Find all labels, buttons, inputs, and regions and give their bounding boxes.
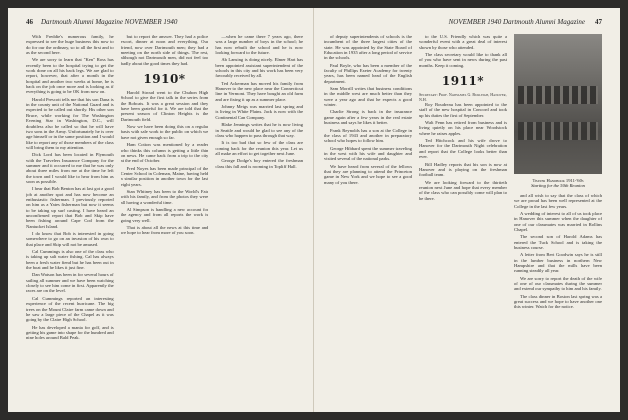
paragraph: Ham Cotton was mentioned by a reader who thinks this column is getting a little thin on news. He came back from a trip to the city at the end of October. xyxy=(120,142,209,164)
paragraph: Al Simpson is handling a new account for the agency and from all reports the work is going very well. xyxy=(120,206,209,223)
page-number: 47 xyxy=(595,18,602,26)
paragraph: With Freddie's numerous family, he expressed to see the huge business this now to do for our the ordinary, so to all the first and to as the second here. xyxy=(26,34,114,56)
caption-line-2: Starting for the 50th Reunion xyxy=(531,183,585,189)
class-year: 1911* xyxy=(441,74,485,89)
paragraph: George Hibbard spent the summer traveling in the west with his wife and daughter and visited several of the national parks. xyxy=(324,145,412,162)
class-secretary: Secretary: Prof. Nathaniel G. Burleigh, Hanover, N.H. xyxy=(419,92,507,103)
paragraph: A letter from Bert Goodwin says he is still in the lumber business in northern New Hampshire and that the mills have been running steadily all year. xyxy=(514,252,602,274)
paragraph: Sam Morrill writes that business conditions in the middle west are much better than they were a year ago and that he expects a good winter. xyxy=(324,86,412,108)
class-year: 1910* xyxy=(143,72,186,87)
left-page xyxy=(8,8,314,412)
paragraph: We have heard from several of the fellows that they are planning to attend the Princeton game in New York and we hope to see a good many of you there. xyxy=(324,163,412,185)
paragraph: Blake Jennings writes that he is now living in Seattle and would be glad to see any of the class who happen to pass through that way. xyxy=(215,122,304,138)
paragraph: Paul Boyle, who has been a member of the faculty of Phillips Exeter Academy for twenty years, has been named head of the English department. xyxy=(324,62,412,84)
paragraph: A wedding of interest to all of us took place in Hanover this summer when the daughter of one of our classmates was married in Rollins Chapel. xyxy=(514,210,602,232)
paragraph: Cal Cummings reported an interesting experience of the recent hurricane. The big trees on the Mount Claire farm came down and he saw a large piece of the Chapel as it was going by the Claire High School. xyxy=(26,295,114,323)
right-column-2 xyxy=(419,34,507,412)
paragraph: Roy Boudreau has been appointed to the staff of the new hospital in Concord and took up his duties the first of September. xyxy=(419,102,507,118)
paragraph: of deputy superintendents of schools is the incumbent of the three largest cities of the state. He was appointed by the State Board of Education in 1935 after a long period of service in the schools. xyxy=(324,34,412,61)
paragraph: —when he came there 7 years ago, there was a large number of boys in the school; he has now rebuilt the school and he is now looking forward to the future. xyxy=(215,34,304,56)
right-column-1 xyxy=(324,34,412,412)
photo-caption xyxy=(514,178,602,189)
paragraph: to the U.S. Friendly which was quite a wonderful event with a great deal of interest shown by those who attended. xyxy=(419,34,507,50)
left-page-columns xyxy=(26,34,303,412)
running-head: Dartmouth Alumni Magazine NOVEMBER 1940 xyxy=(41,18,178,26)
right-column-3 xyxy=(514,34,602,412)
paragraph: We are looking forward to the thirtieth reunion next June and hope that every member of the class who can possibly come will plan to be there. xyxy=(419,179,507,201)
running-head: NOVEMBER 1940 Dartmouth Alumni Magazine xyxy=(448,18,585,26)
paragraph: George Dodge's boy entered the freshman class this fall and is rooming in Topliff Hall. xyxy=(215,158,304,169)
magazine-spread xyxy=(8,8,620,412)
paragraph: I hear that Bob Benton has at last got a good job at another spot and has now become an enthusiastic fisherman. I previously reported on him as a Yates fisherman but now it seems to be taking up surf casting. I have heard an unconfirmed report that Bob and Skip have been fishing around Cape Cod from the Nantucket Island. xyxy=(26,186,114,229)
paragraph: Walt Fenn has retired from business and is living quietly on his place near Woodstock where he raises apples. xyxy=(419,120,507,136)
paragraph: Frank Reynolds has a son at the College in the class of 1943 and another in preparatory school who hopes to follow him. xyxy=(324,127,412,144)
paragraph: The class secretary would like to thank all of you who have sent in news during the past months. Keep it coming. xyxy=(419,52,507,68)
right-page xyxy=(314,8,620,412)
reunion-photo xyxy=(514,34,602,174)
class-year-heading xyxy=(121,72,209,86)
paragraph: We are sorry to learn that "Ken" Ross has recently been to the hospital trying to get the work done on all his back legs. We are glad to report, however, that after a month in the hospital and another two weeks at home, he is back on the job once more and is looking as if everything is going to be OK from now on. xyxy=(26,57,114,95)
right-page-header xyxy=(324,18,602,28)
left-column-2 xyxy=(121,34,209,412)
paragraph: Dan Watson has been in for several hours of sailing all summer and we have been watching closely to see him come in first. Apparently the races are on the level. xyxy=(26,272,114,294)
left-page-header xyxy=(26,18,303,28)
paragraph: The class dinner in Boston last spring was a great success and we hope to have another one this winter. Watch for the notice. xyxy=(514,293,602,310)
paragraph: Cal Cummings is also one of the class who is taking up salt water fishing. Cal has always been a fresh water fiend but he has been out in the boat and he likes it just fine. xyxy=(26,249,114,271)
paragraph: Bill Hadley reports that his son is now at Hanover and is playing on the freshman football team. xyxy=(419,161,507,178)
photo-figures xyxy=(518,122,598,140)
paragraph: That is about all the news at this time and we hope to hear from more of you soon. xyxy=(120,224,209,236)
paragraph: and all wish to say that the class of which we are proud has been well represented at the College in the last few years. xyxy=(514,192,602,209)
paragraph: but to report the answer. They had a police escort, dinner at noon and everything. Our friend, now over Dartmouth men; they had a meeting on the north side of things. The rest, although not Dartmouth men, did not feel too badly about the good times they had. xyxy=(120,34,209,66)
caption-line-1: Thayer Handbook 1911-'60s xyxy=(532,178,584,183)
paragraph: It is too bad that so few of the class are coming back for the reunion this year. Let us all make an effort to get together next June. xyxy=(215,140,304,156)
paragraph: Harold Prescott tells me that his son Dana is in the county unit of the National Guard and is expected to be called out shortly. His other son Bruce, while working for The Washington Evening Star in Washington, D.C., will doubtless also be called so that he will have two sons in the Army. Unfortunately he is over age himself or in the same position and I would like to report any of those members of the class will bring them to my attention. xyxy=(26,96,114,150)
paragraph: Ted Ackerman has moved his family from Hanover to the new place near the Connecticut line in Vermont. They have bought an old farm and are fixing it up as a summer place. xyxy=(215,80,304,102)
paragraph: Now we have been doing this on a regular basis with sale work to the public on which we have not given enough so far. xyxy=(120,124,209,140)
paragraph: Johnny Meigs was married last spring and is living in White Plains. Jack is now with the Continental Can Company. xyxy=(215,104,304,120)
paragraph: We are sorry to report the death of the wife of one of our classmates during the summer and extend our sympathy to him and his family. xyxy=(514,275,602,292)
page-number: 46 xyxy=(26,18,33,26)
paragraph: Ted Hitchcock and his wife drove to Hanover for the Dartmouth Night celebration and report that the College looks better than ever. xyxy=(419,138,507,160)
class-year-heading xyxy=(419,74,507,88)
left-column-1 xyxy=(26,34,114,412)
photo-figures xyxy=(518,86,598,104)
right-page-columns xyxy=(324,34,602,412)
paragraph: I do know that Bob is interested in going somewhere to go on an invasion of his own to that place and Skip will not be amused. xyxy=(26,231,114,247)
paragraph: Fred Noyes has been made principal of the Center School in Coleman, Maine, having held a similar position in another town for the last eight years. xyxy=(120,165,209,187)
paragraph: Stan Whitney has been to the World's Fair with his family, and from the photos they were all having a wonderful time. xyxy=(120,188,209,205)
left-column-3 xyxy=(215,34,303,412)
paragraph: Harold Stroud went to the Chuhon High School to give the first talk in the series from the Bobcats. It was a great session and they have been grateful for it. We are told that the present season of Clinton Heights is the Dartmouth field. xyxy=(120,90,209,122)
paragraph: The second son of Harold Adams has entered the Tuck School and is taking the business course. xyxy=(514,234,602,250)
paragraph: He has developed a mania for golf, and is getting his game into shape for the hundred and nine holes around Bald Peak. xyxy=(26,324,114,341)
paragraph: Charlie Strong is back in the insurance game again after a few years in the real estate business and says he likes it better. xyxy=(324,109,412,126)
paragraph: Dick Lord has been located in Plymouth with the Travelers Insurance Company for the summer and it occurred to me that he was only about three miles from me at the time he left the town and I would like to hear from him as soon as possible. xyxy=(26,152,114,184)
paragraph: Ab Lansing is doing nicely. Elmer Hart has been appointed assistant superintendent of the schools in this city and his work has been very favorably received by all. xyxy=(215,57,304,79)
